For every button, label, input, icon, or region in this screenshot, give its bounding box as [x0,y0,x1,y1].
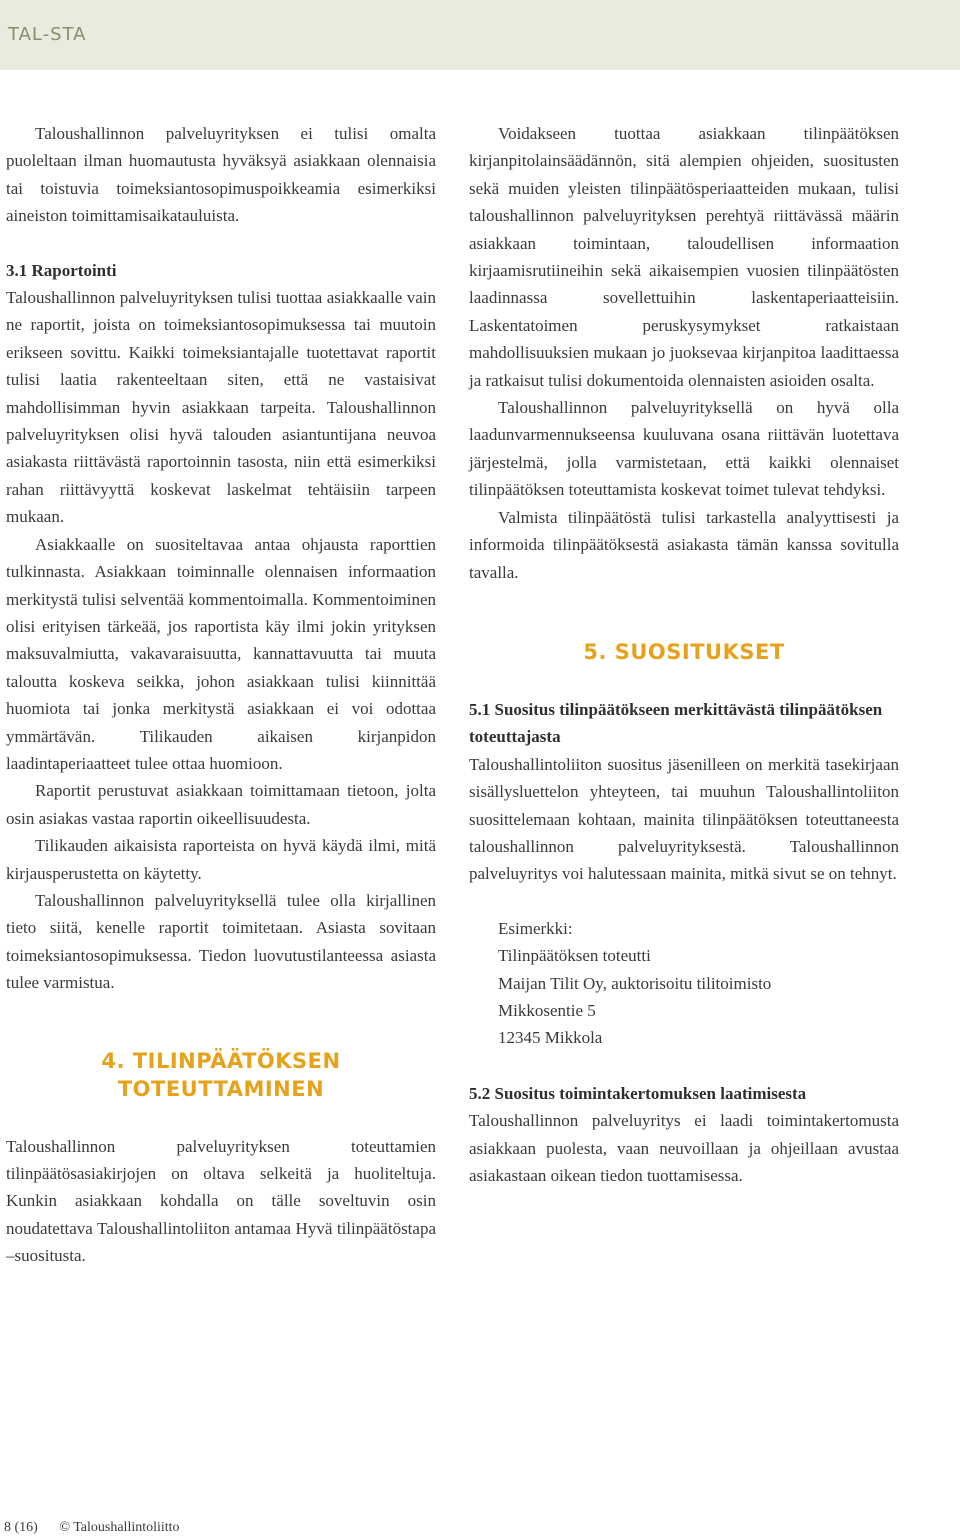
left-column [6,120,436,1270]
section-heading-5: 5. SUOSITUKSET [583,639,785,664]
paragraph: Valmista tilinpäätöstä tulisi tarkastella analyyttisesti ja informoida tilinpäätöksestä asiakasta tämän kanssa sovitulla tavalla. [469,507,899,582]
heading-line: 4. TILINPÄÄTÖKSEN [101,1048,341,1073]
page-header-bar [0,0,960,70]
paragraph: Raportit perustuvat asiakkaan toimittamaan tietoon, jolta osin asiakas vastaa raportin oikeellisuudesta. [6,781,436,828]
header-label: TAL-STA [8,24,87,45]
page-number: 8 (16) [4,1520,38,1535]
paragraph: Taloushallinnon palveluyrityksellä on hyvä olla laadunvarmennukseensa kuuluvana osana riittävän luotettava järjestelmä, jolla varmistetaan, että kaikki olennaiset tilinpäätöksen toteuttamista koskevat toimet tulevat tehdyksi. [469,398,899,500]
paragraph: Taloushallinnon palveluyrityksen tulisi tuottaa asiakkaalle vain ne raportit, joista on toimeksiantosopimuksessa tai muutoin erikseen sovittu. Kaikki toimeksiantajalle tuotettavat raportit tulisi laatia rakenteeltaan siten, että ne vastaisivat mahdollisimman hyvin asiakkaan tarpeita. Taloushallinnon palveluyrityksen olisi hyvä talouden asiantuntijana neuvoa asiakasta riittävästä raportoinnin tasosta, niin että esimerkiksi rahan riittävyyttä koskevat laskelmat tehtäisiin tarpeen mukaan. [6,288,436,527]
example-line: Esimerkki: [498,918,573,938]
example-block [498,915,899,1052]
paragraph: Taloushallintoliiton suositus jäsenilleen on merkitä tasekirjaan sisällysluettelon yhteyteen, tai muuhun Taloushallintoliiton suosittelemaan kohtaan, mainita tilinpäätöksen toteuttaneesta taloushallinnon palveluyrityksestä. Taloushallinnon palveluyritys voi halutessaan mainita, mitkä sivut se on tehnyt. [469,754,899,884]
example-line: Maijan Tilit Oy, auktorisoitu tilitoimisto [498,973,772,993]
paragraph: Taloushallinnon palveluyrityksen toteuttamien tilinpäätösasiakirjojen on oltava selkeitä ja huoliteltuja. Kunkin asiakkaan kohdalla on tälle soveltuvin osin noudatettava Taloushallintoliiton antamaa Hyvä tilinpäätöstapa –suositusta. [6,1136,436,1266]
page-footer [4,1520,198,1536]
example-line: Tilinpäätöksen toteutti [498,946,651,966]
paragraph: Voidakseen tuottaa asiakkaan tilinpäätöksen kirjanpitolainsäädännön, sitä alempien ohjeiden, suositusten sekä muiden yleisten tilinpäätösperiaatteiden mukaan, tulisi taloushallinnon palveluyrityksen perehtyä riittävässä määrin asiakkaan toimintaan, taloudellisen informaation kirjaamisrutiineihin sekä aikaisempien vuosien tilinpäätösten laadinnassa sovellettuihin laskentaperiaatteisiin. Laskentatoimen peruskysymykset ratkaistaan mahdollisuuksien mukaan jo juoksevaa kirjanpitoa laadittaessa ja ratkaisut tulisi dokumentoida olennaisten asioiden osalta. [469,124,899,390]
section-heading-5-1: 5.1 Suositus tilinpäätökseen merkittävästä tilinpäätöksen toteuttajasta [469,699,883,747]
example-line: Mikkosentie 5 [498,1000,596,1020]
paragraph: Asiakkaalle on suositeltavaa antaa ohjausta raporttien tulkinnasta. Asiakkaan toiminnalle olennaisen informaation merkitystä tulisi selventää kommentoimalla. Kommentoiminen olisi erityisen tärkeää, jos raportista käy ilmi jokin yrityksen maksuvalmiutta, vakavaraisuutta, kannattavuutta tai muuta taloutta koskeva seikka, johon asiakkaan tulisi kiinnittää huomiota tai jonka merkitystä asiakkaan ei voi odottaa ymmärtävän. Tilikauden aikaisen kirjanpidon laadintaperiaatteet tulee ottaa huomioon. [6,534,436,773]
paragraph: Tilikauden aikaisista raporteista on hyvä käydä ilmi, mitä kirjausperustetta on käytetty. [6,836,436,883]
heading-line: TOTEUTTAMINEN [117,1076,325,1101]
paragraph: Taloushallinnon palveluyrityksellä tulee olla kirjallinen tieto siitä, kenelle raportit toimitetaan. Asiasta sovitaan toimeksiantosopimuksessa. Tiedon luovutustilanteessa asiasta tulee varmistua. [6,890,436,993]
right-column [469,120,899,1189]
section-heading-3-1: 3.1 Raportointi [6,260,117,280]
section-heading-4 [6,1047,436,1103]
example-line: 12345 Mikkola [498,1028,603,1048]
paragraph: Taloushallinnon palveluyritys ei laadi toimintakertomusta asiakkaan puolesta, vaan neuvoillaan ja ohjeillaan avustaa asiakastaan oikean tiedon tuottamisessa. [469,1111,899,1185]
paragraph: Taloushallinnon palveluyrityksen ei tulisi omalta puoleltaan ilman huomautusta hyväksyä asiakkaan olennaisia tai toistuvia toimeksiantosopimuspoikkeamia esimerkiksi aineiston toimittamisaikatauluista. [6,124,436,226]
copyright: © Taloushallintoliitto [59,1520,180,1535]
section-heading-5-2: 5.2 Suositus toimintakertomuksen laatimisesta [469,1083,807,1103]
